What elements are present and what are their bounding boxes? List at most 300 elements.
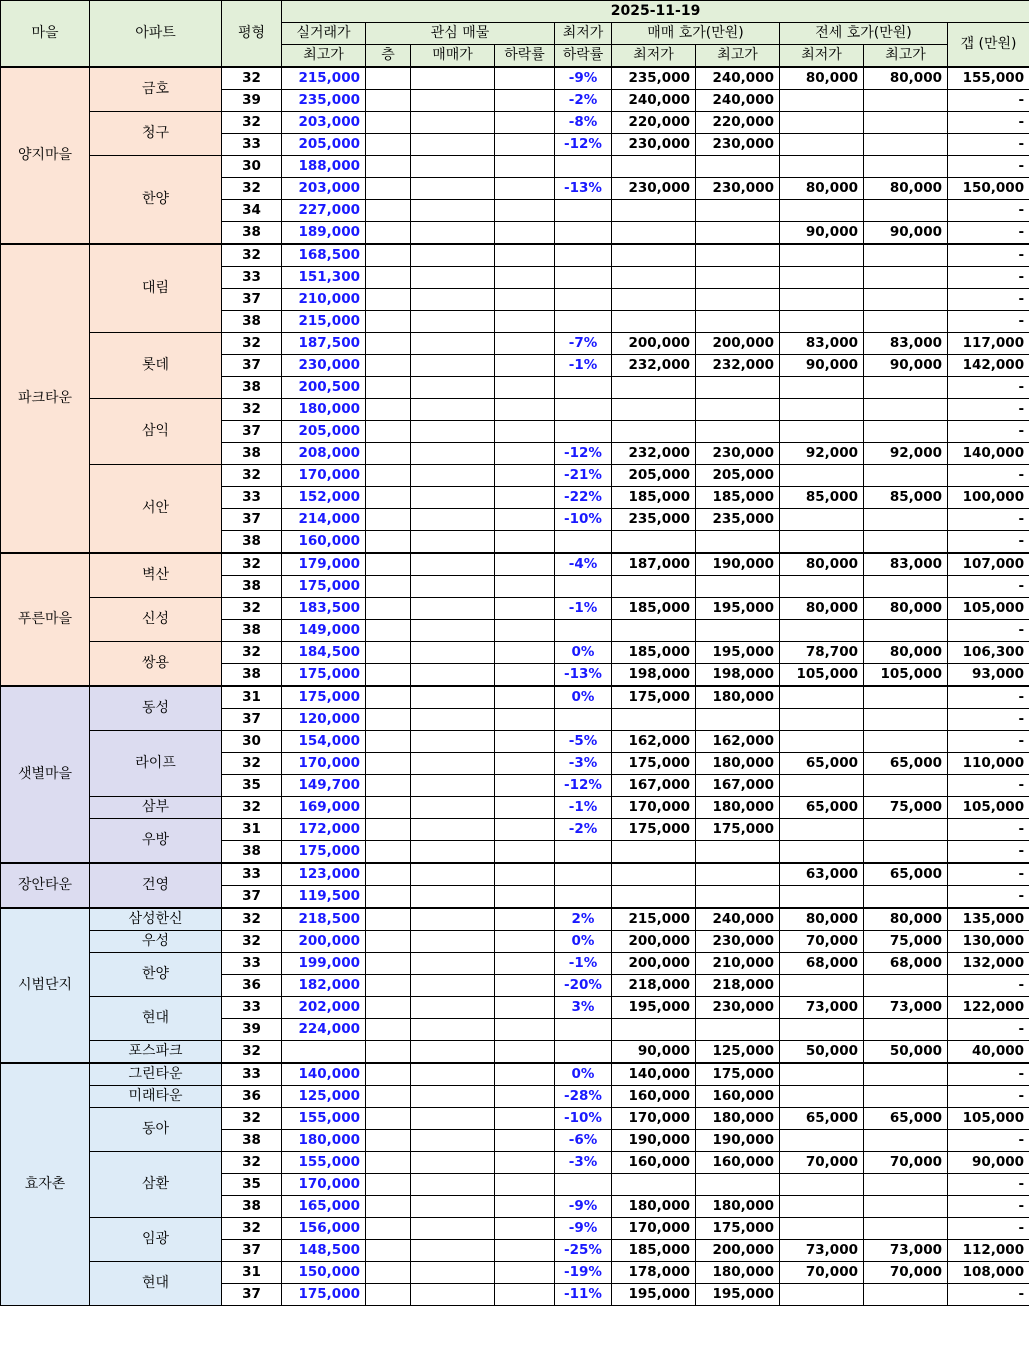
pyung-cell: 33 [222, 1063, 282, 1086]
sale-price-cell [411, 421, 495, 443]
jeonse-ask-max-cell: 50,000 [864, 1041, 948, 1064]
jeonse-ask-min-cell [780, 709, 864, 731]
floor-cell [366, 244, 411, 267]
real-trade-max-cell: 140,000 [282, 1063, 366, 1086]
jeonse-ask-min-cell [780, 819, 864, 841]
real-trade-max-cell: 187,500 [282, 333, 366, 355]
jeonse-ask-max-cell [864, 975, 948, 997]
table-row [1, 156, 1029, 178]
table-row [1, 731, 1029, 753]
min-drop-rate-cell [555, 200, 612, 222]
gap-cell: - [948, 1130, 1029, 1152]
sale-price-cell [411, 355, 495, 377]
jeonse-ask-max-cell: 80,000 [864, 598, 948, 620]
floor-cell [366, 664, 411, 687]
jeonse-ask-max-cell [864, 686, 948, 709]
gap-cell: - [948, 509, 1029, 531]
sale-ask-max-cell [696, 222, 780, 245]
jeonse-ask-max-cell [864, 244, 948, 267]
real-trade-max-cell: 235,000 [282, 90, 366, 112]
min-drop-rate-cell: -25% [555, 1240, 612, 1262]
jeonse-ask-min-cell [780, 200, 864, 222]
min-drop-rate-cell [555, 267, 612, 289]
apartment-cell: 삼환 [90, 1152, 222, 1218]
gap-cell: - [948, 1196, 1029, 1218]
sale-ask-min-cell: 230,000 [612, 134, 696, 156]
gap-cell: 105,000 [948, 797, 1029, 819]
sale-ask-min-cell: 232,000 [612, 443, 696, 465]
real-trade-max-cell: 175,000 [282, 576, 366, 598]
header-floor: 층 [366, 45, 411, 68]
real-trade-max-cell: 218,500 [282, 908, 366, 931]
jeonse-ask-min-cell [780, 267, 864, 289]
min-drop-rate-cell [555, 886, 612, 909]
sale-ask-min-cell [612, 399, 696, 421]
drop-rate-cell [495, 953, 555, 975]
floor-cell [366, 797, 411, 819]
real-trade-max-cell: 189,000 [282, 222, 366, 245]
jeonse-ask-min-cell [780, 975, 864, 997]
real-trade-max-cell: 155,000 [282, 1108, 366, 1130]
pyung-cell: 32 [222, 642, 282, 664]
real-trade-max-cell: 155,000 [282, 1152, 366, 1174]
floor-cell [366, 443, 411, 465]
jeonse-ask-max-cell: 80,000 [864, 178, 948, 200]
min-drop-rate-cell [555, 377, 612, 399]
pyung-cell: 31 [222, 686, 282, 709]
drop-rate-cell [495, 1130, 555, 1152]
floor-cell [366, 753, 411, 775]
drop-rate-cell [495, 222, 555, 245]
floor-cell [366, 953, 411, 975]
drop-rate-cell [495, 1262, 555, 1284]
gap-cell: 90,000 [948, 1152, 1029, 1174]
apartment-cell: 동아 [90, 1108, 222, 1152]
sale-price-cell [411, 156, 495, 178]
pyung-cell: 32 [222, 1152, 282, 1174]
jeonse-ask-max-cell [864, 841, 948, 864]
min-drop-rate-cell: -1% [555, 797, 612, 819]
sale-ask-max-cell: 190,000 [696, 1130, 780, 1152]
jeonse-ask-min-cell [780, 421, 864, 443]
sale-ask-max-cell: 180,000 [696, 797, 780, 819]
sale-price-cell [411, 244, 495, 267]
real-trade-max-cell: 205,000 [282, 421, 366, 443]
gap-cell: 108,000 [948, 1262, 1029, 1284]
gap-cell: 122,000 [948, 997, 1029, 1019]
drop-rate-cell [495, 1041, 555, 1064]
sale-price-cell [411, 90, 495, 112]
drop-rate-cell [495, 1196, 555, 1218]
drop-rate-cell [495, 465, 555, 487]
min-drop-rate-cell: -22% [555, 487, 612, 509]
jeonse-ask-max-cell [864, 465, 948, 487]
drop-rate-cell [495, 997, 555, 1019]
jeonse-ask-max-cell: 80,000 [864, 908, 948, 931]
jeonse-ask-min-cell: 65,000 [780, 753, 864, 775]
floor-cell [366, 134, 411, 156]
sale-ask-max-cell: 160,000 [696, 1152, 780, 1174]
sale-ask-min-cell: 178,000 [612, 1262, 696, 1284]
gap-cell: 40,000 [948, 1041, 1029, 1064]
gap-cell: 110,000 [948, 753, 1029, 775]
jeonse-ask-max-cell [864, 576, 948, 598]
sale-ask-min-cell [612, 289, 696, 311]
real-trade-max-cell: 170,000 [282, 465, 366, 487]
apartment-cell: 건영 [90, 863, 222, 908]
sale-price-cell [411, 178, 495, 200]
real-trade-max-cell: 203,000 [282, 112, 366, 134]
sale-ask-min-cell [612, 531, 696, 554]
drop-rate-cell [495, 753, 555, 775]
sale-ask-min-cell [612, 311, 696, 333]
real-trade-max-cell: 154,000 [282, 731, 366, 753]
pyung-cell: 32 [222, 112, 282, 134]
floor-cell [366, 421, 411, 443]
pyung-cell: 32 [222, 1041, 282, 1064]
min-drop-rate-cell [555, 709, 612, 731]
jeonse-ask-max-cell [864, 156, 948, 178]
drop-rate-cell [495, 67, 555, 90]
min-drop-rate-cell: -12% [555, 775, 612, 797]
sale-price-cell [411, 509, 495, 531]
jeonse-ask-max-cell [864, 1284, 948, 1306]
jeonse-ask-min-cell: 90,000 [780, 355, 864, 377]
apartment-cell: 벽산 [90, 553, 222, 598]
sale-ask-min-cell [612, 156, 696, 178]
gap-cell: - [948, 731, 1029, 753]
drop-rate-cell [495, 1218, 555, 1240]
jeonse-ask-min-cell: 80,000 [780, 908, 864, 931]
min-drop-rate-cell: -7% [555, 333, 612, 355]
pyung-cell: 36 [222, 1086, 282, 1108]
drop-rate-cell [495, 200, 555, 222]
jeonse-ask-min-cell: 63,000 [780, 863, 864, 886]
sale-ask-max-cell [696, 1019, 780, 1041]
pyung-cell: 38 [222, 841, 282, 864]
pyung-cell: 32 [222, 178, 282, 200]
sale-ask-max-cell [696, 841, 780, 864]
sale-ask-min-cell: 232,000 [612, 355, 696, 377]
min-drop-rate-cell: 2% [555, 908, 612, 931]
sale-price-cell [411, 487, 495, 509]
sale-ask-max-cell: 195,000 [696, 1284, 780, 1306]
table-row [1, 1152, 1029, 1174]
sale-ask-max-cell [696, 377, 780, 399]
jeonse-ask-max-cell [864, 620, 948, 642]
pyung-cell: 31 [222, 819, 282, 841]
real-trade-max-cell: 199,000 [282, 953, 366, 975]
apartment-cell: 청구 [90, 112, 222, 156]
sale-price-cell [411, 975, 495, 997]
table-body [1, 67, 1029, 1306]
floor-cell [366, 178, 411, 200]
table-row [1, 642, 1029, 664]
sale-price-cell [411, 1063, 495, 1086]
floor-cell [366, 509, 411, 531]
pyung-cell: 33 [222, 953, 282, 975]
floor-cell [366, 1108, 411, 1130]
sale-ask-max-cell: 218,000 [696, 975, 780, 997]
drop-rate-cell [495, 311, 555, 333]
gap-cell: 105,000 [948, 598, 1029, 620]
jeonse-ask-min-cell [780, 112, 864, 134]
drop-rate-cell [495, 975, 555, 997]
gap-cell: - [948, 886, 1029, 909]
min-drop-rate-cell: -10% [555, 509, 612, 531]
min-drop-rate-cell: -13% [555, 664, 612, 687]
gap-cell: - [948, 200, 1029, 222]
jeonse-ask-max-cell: 70,000 [864, 1262, 948, 1284]
sale-ask-min-cell [612, 421, 696, 443]
sale-ask-min-cell: 160,000 [612, 1086, 696, 1108]
min-drop-rate-cell: -3% [555, 1152, 612, 1174]
sale-ask-min-cell: 170,000 [612, 1218, 696, 1240]
sale-ask-max-cell: 200,000 [696, 1240, 780, 1262]
jeonse-ask-min-cell [780, 399, 864, 421]
jeonse-ask-min-cell [780, 509, 864, 531]
pyung-cell: 32 [222, 553, 282, 576]
gap-cell: - [948, 1063, 1029, 1086]
floor-cell [366, 1063, 411, 1086]
sale-ask-max-cell [696, 289, 780, 311]
header-min-price: 최저가 [555, 23, 612, 45]
real-trade-max-cell: 149,700 [282, 775, 366, 797]
min-drop-rate-cell: -4% [555, 553, 612, 576]
pyung-cell: 38 [222, 1196, 282, 1218]
real-trade-max-cell: 148,500 [282, 1240, 366, 1262]
sale-price-cell [411, 1108, 495, 1130]
pyung-cell: 37 [222, 1284, 282, 1306]
jeonse-ask-min-cell [780, 686, 864, 709]
sale-price-cell [411, 709, 495, 731]
gap-cell: - [948, 841, 1029, 864]
min-drop-rate-cell: -6% [555, 1130, 612, 1152]
gap-cell: - [948, 686, 1029, 709]
apartment-cell: 쌍용 [90, 642, 222, 687]
real-trade-max-cell: 180,000 [282, 399, 366, 421]
gap-cell: - [948, 156, 1029, 178]
min-drop-rate-cell [555, 620, 612, 642]
table-row [1, 399, 1029, 421]
pyung-cell: 37 [222, 355, 282, 377]
jeonse-ask-max-cell [864, 1063, 948, 1086]
gap-cell: 117,000 [948, 333, 1029, 355]
sale-ask-min-cell: 180,000 [612, 1196, 696, 1218]
floor-cell [366, 553, 411, 576]
sale-ask-max-cell [696, 399, 780, 421]
sale-price-cell [411, 289, 495, 311]
real-trade-max-cell: 214,000 [282, 509, 366, 531]
jeonse-ask-min-cell [780, 244, 864, 267]
gap-cell: - [948, 311, 1029, 333]
real-trade-max-cell: 175,000 [282, 1284, 366, 1306]
sale-price-cell [411, 664, 495, 687]
drop-rate-cell [495, 333, 555, 355]
floor-cell [366, 908, 411, 931]
jeonse-ask-min-cell [780, 289, 864, 311]
floor-cell [366, 90, 411, 112]
drop-rate-cell [495, 931, 555, 953]
sale-ask-min-cell: 162,000 [612, 731, 696, 753]
sale-ask-min-cell [612, 222, 696, 245]
sale-ask-max-cell [696, 267, 780, 289]
jeonse-ask-min-cell: 73,000 [780, 1240, 864, 1262]
sale-ask-min-cell [612, 576, 696, 598]
jeonse-ask-max-cell [864, 377, 948, 399]
jeonse-ask-min-cell: 70,000 [780, 931, 864, 953]
jeonse-ask-min-cell [780, 156, 864, 178]
drop-rate-cell [495, 1174, 555, 1196]
sale-price-cell [411, 311, 495, 333]
apartment-cell: 대림 [90, 244, 222, 333]
sale-ask-max-cell: 240,000 [696, 67, 780, 90]
table-row [1, 953, 1029, 975]
sale-ask-max-cell [696, 1174, 780, 1196]
jeonse-ask-min-cell [780, 1130, 864, 1152]
jeonse-ask-max-cell: 70,000 [864, 1152, 948, 1174]
apartment-cell: 서안 [90, 465, 222, 554]
jeonse-ask-min-cell [780, 134, 864, 156]
min-drop-rate-cell [555, 863, 612, 886]
sale-ask-min-cell: 220,000 [612, 112, 696, 134]
floor-cell [366, 377, 411, 399]
min-drop-rate-cell: 3% [555, 997, 612, 1019]
pyung-cell: 32 [222, 931, 282, 953]
sale-ask-max-cell: 210,000 [696, 953, 780, 975]
real-trade-max-cell: 150,000 [282, 1262, 366, 1284]
min-drop-rate-cell: -8% [555, 112, 612, 134]
min-drop-rate-cell [555, 841, 612, 864]
pyung-cell: 33 [222, 134, 282, 156]
real-trade-max-cell: 183,500 [282, 598, 366, 620]
gap-cell: - [948, 1284, 1029, 1306]
floor-cell [366, 931, 411, 953]
jeonse-ask-min-cell: 65,000 [780, 1108, 864, 1130]
jeonse-ask-min-cell [780, 620, 864, 642]
pyung-cell: 35 [222, 1174, 282, 1196]
jeonse-ask-max-cell [864, 112, 948, 134]
jeonse-ask-max-cell [864, 134, 948, 156]
pyung-cell: 38 [222, 664, 282, 687]
gap-cell: 150,000 [948, 178, 1029, 200]
jeonse-ask-min-cell: 80,000 [780, 598, 864, 620]
pyung-cell: 38 [222, 531, 282, 554]
jeonse-ask-min-cell: 70,000 [780, 1262, 864, 1284]
sale-price-cell [411, 443, 495, 465]
real-trade-max-cell: 175,000 [282, 664, 366, 687]
table-row [1, 112, 1029, 134]
sale-ask-min-cell: 235,000 [612, 67, 696, 90]
floor-cell [366, 200, 411, 222]
sale-ask-min-cell: 230,000 [612, 178, 696, 200]
min-drop-rate-cell [555, 576, 612, 598]
min-drop-rate-cell: -28% [555, 1086, 612, 1108]
min-drop-rate-cell [555, 1041, 612, 1064]
jeonse-ask-min-cell [780, 311, 864, 333]
pyung-cell: 32 [222, 753, 282, 775]
apartment-cell: 현대 [90, 1262, 222, 1306]
drop-rate-cell [495, 421, 555, 443]
jeonse-ask-min-cell: 68,000 [780, 953, 864, 975]
table-row [1, 244, 1029, 267]
sale-ask-min-cell: 185,000 [612, 598, 696, 620]
min-drop-rate-cell [555, 1019, 612, 1041]
sale-price-cell [411, 553, 495, 576]
drop-rate-cell [495, 267, 555, 289]
sale-ask-max-cell [696, 709, 780, 731]
sale-ask-max-cell: 240,000 [696, 908, 780, 931]
drop-rate-cell [495, 355, 555, 377]
min-drop-rate-cell: -1% [555, 953, 612, 975]
min-drop-rate-cell: -10% [555, 1108, 612, 1130]
sale-price-cell [411, 642, 495, 664]
floor-cell [366, 1262, 411, 1284]
min-drop-rate-cell: -19% [555, 1262, 612, 1284]
floor-cell [366, 487, 411, 509]
table-row [1, 997, 1029, 1019]
apartment-cell: 라이프 [90, 731, 222, 797]
drop-rate-cell [495, 377, 555, 399]
real-trade-max-cell: 175,000 [282, 841, 366, 864]
min-drop-rate-cell [555, 289, 612, 311]
real-trade-max-cell: 172,000 [282, 819, 366, 841]
jeonse-ask-min-cell [780, 731, 864, 753]
real-trade-max-cell: 200,000 [282, 931, 366, 953]
min-drop-rate-cell: -5% [555, 731, 612, 753]
pyung-cell: 32 [222, 1108, 282, 1130]
sale-ask-max-cell [696, 244, 780, 267]
sale-price-cell [411, 531, 495, 554]
real-trade-max-cell: 175,000 [282, 686, 366, 709]
pyung-cell: 39 [222, 1019, 282, 1041]
village-cell: 효자촌 [1, 1063, 90, 1306]
jeonse-ask-min-cell: 105,000 [780, 664, 864, 687]
min-drop-rate-cell [555, 222, 612, 245]
drop-rate-cell [495, 886, 555, 909]
jeonse-ask-max-cell [864, 819, 948, 841]
drop-rate-cell [495, 686, 555, 709]
pyung-cell: 33 [222, 487, 282, 509]
sale-price-cell [411, 931, 495, 953]
gap-cell: - [948, 620, 1029, 642]
sale-ask-max-cell: 162,000 [696, 731, 780, 753]
jeonse-ask-max-cell: 105,000 [864, 664, 948, 687]
min-drop-rate-cell: -20% [555, 975, 612, 997]
apartment-cell: 금호 [90, 67, 222, 112]
sale-price-cell [411, 1196, 495, 1218]
header-sale-ask: 매매 호가(만원) [612, 23, 780, 45]
drop-rate-cell [495, 509, 555, 531]
pyung-cell: 32 [222, 908, 282, 931]
min-drop-rate-cell: -9% [555, 1218, 612, 1240]
pyung-cell: 37 [222, 886, 282, 909]
drop-rate-cell [495, 620, 555, 642]
jeonse-ask-min-cell: 80,000 [780, 178, 864, 200]
sale-ask-max-cell [696, 863, 780, 886]
sale-price-cell [411, 886, 495, 909]
gap-cell: - [948, 1218, 1029, 1240]
jeonse-ask-min-cell [780, 1019, 864, 1041]
sale-ask-max-cell [696, 156, 780, 178]
floor-cell [366, 863, 411, 886]
jeonse-ask-min-cell: 80,000 [780, 553, 864, 576]
sale-ask-min-cell: 90,000 [612, 1041, 696, 1064]
pyung-cell: 33 [222, 863, 282, 886]
real-trade-max-cell: 123,000 [282, 863, 366, 886]
sale-ask-max-cell [696, 421, 780, 443]
floor-cell [366, 775, 411, 797]
